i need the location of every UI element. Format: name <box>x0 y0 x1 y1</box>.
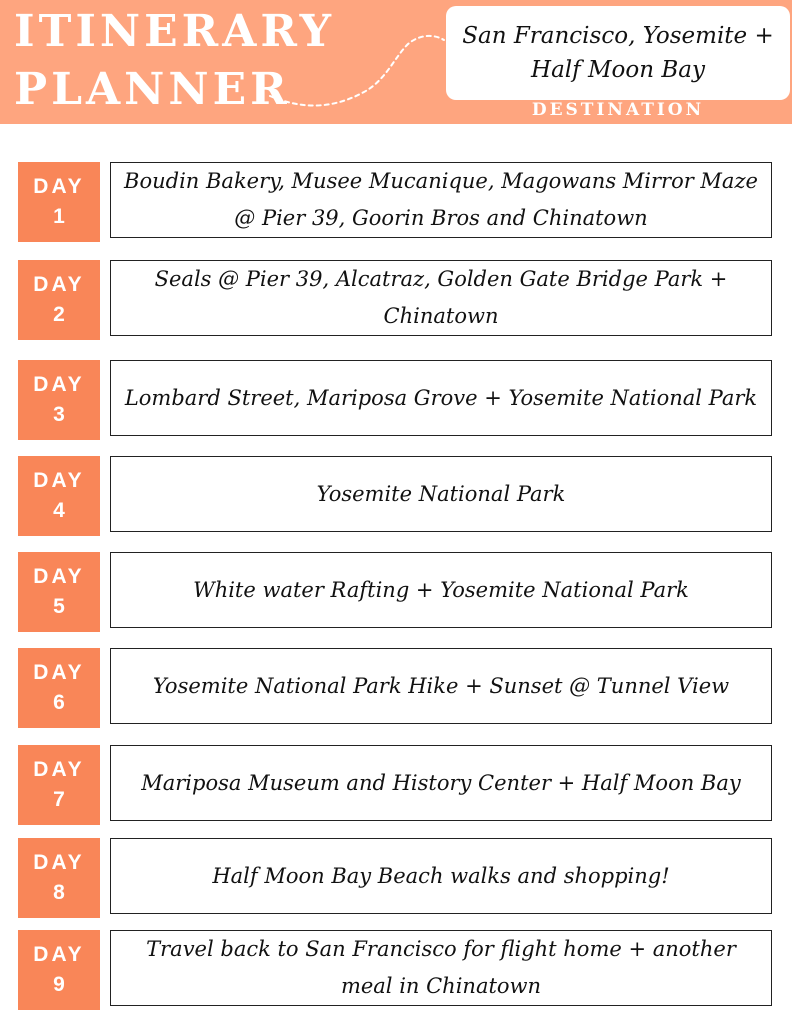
day-badge <box>18 552 100 632</box>
day-number: 4 <box>53 499 65 522</box>
day-row-5 <box>18 552 774 632</box>
day-activities <box>110 930 772 1006</box>
day-activities <box>110 552 772 628</box>
day-activities <box>110 260 772 336</box>
day-label: DAY <box>33 757 85 781</box>
day-label: DAY <box>33 372 85 396</box>
day-row-3 <box>18 360 774 440</box>
day-activities <box>110 162 772 238</box>
day-label: DAY <box>33 564 85 588</box>
day-row-7 <box>18 745 774 825</box>
day-badge <box>18 745 100 825</box>
day-activities <box>110 360 772 436</box>
day-activities-text: Mariposa Museum and History Center + Half Moon Bay <box>141 770 741 795</box>
day-number: 1 <box>53 205 65 228</box>
day-badge <box>18 456 100 536</box>
day-activities <box>110 838 772 914</box>
day-row-9 <box>18 930 774 1010</box>
day-badge <box>18 930 100 1010</box>
day-row-8 <box>18 838 774 918</box>
day-row-1 <box>18 162 774 242</box>
title-line-1: ITINERARY <box>14 6 335 57</box>
day-number: 8 <box>53 881 65 904</box>
day-activities-text: Lombard Street, Mariposa Grove + Yosemite National Park <box>124 385 758 410</box>
day-number: 5 <box>53 595 65 618</box>
day-row-4 <box>18 456 774 536</box>
destination-label: DESTINATION <box>531 100 705 120</box>
day-activities <box>110 456 772 532</box>
day-label: DAY <box>33 468 85 492</box>
header-banner <box>0 0 792 124</box>
day-badge <box>18 360 100 440</box>
day-activities-text: White water Rafting + Yosemite National Park <box>193 577 689 602</box>
day-number: 7 <box>53 788 65 811</box>
day-activities-text: Boudin Bakery, Musee Mucanique, Magowans Mirror Maze @ Pier 39, Goorin Bros and Chinatown <box>124 169 758 230</box>
day-activities <box>110 745 772 821</box>
day-activities <box>110 648 772 724</box>
day-row-2 <box>18 260 774 340</box>
day-activities-text: Yosemite National Park <box>316 481 566 506</box>
day-label: DAY <box>33 660 85 684</box>
day-badge <box>18 162 100 242</box>
day-activities-text: Seals @ Pier 39, Alcatraz, Golden Gate Bridge Park + Chinatown <box>154 267 728 328</box>
day-badge <box>18 648 100 728</box>
day-label: DAY <box>33 174 85 198</box>
day-number: 9 <box>53 973 65 996</box>
day-activities-text: Half Moon Bay Beach walks and shopping! <box>212 863 670 888</box>
day-badge <box>18 260 100 340</box>
day-badge <box>18 838 100 918</box>
day-row-6 <box>18 648 774 728</box>
day-activities-text: Travel back to San Francisco for flight home + another meal in Chinatown <box>146 937 736 998</box>
day-label: DAY <box>33 942 85 966</box>
day-activities-text: Yosemite National Park Hike + Sunset @ Tunnel View <box>152 673 730 698</box>
destination-value: San Francisco, Yosemite + Half Moon Bay <box>462 22 774 83</box>
day-label: DAY <box>33 850 85 874</box>
day-number: 6 <box>53 691 65 714</box>
title-line-2: PLANNER <box>14 64 291 115</box>
day-number: 2 <box>53 303 65 326</box>
day-label: DAY <box>33 272 85 296</box>
dotted-squiggle-decoration <box>268 30 448 115</box>
day-number: 3 <box>53 403 65 426</box>
destination-box <box>446 6 790 100</box>
